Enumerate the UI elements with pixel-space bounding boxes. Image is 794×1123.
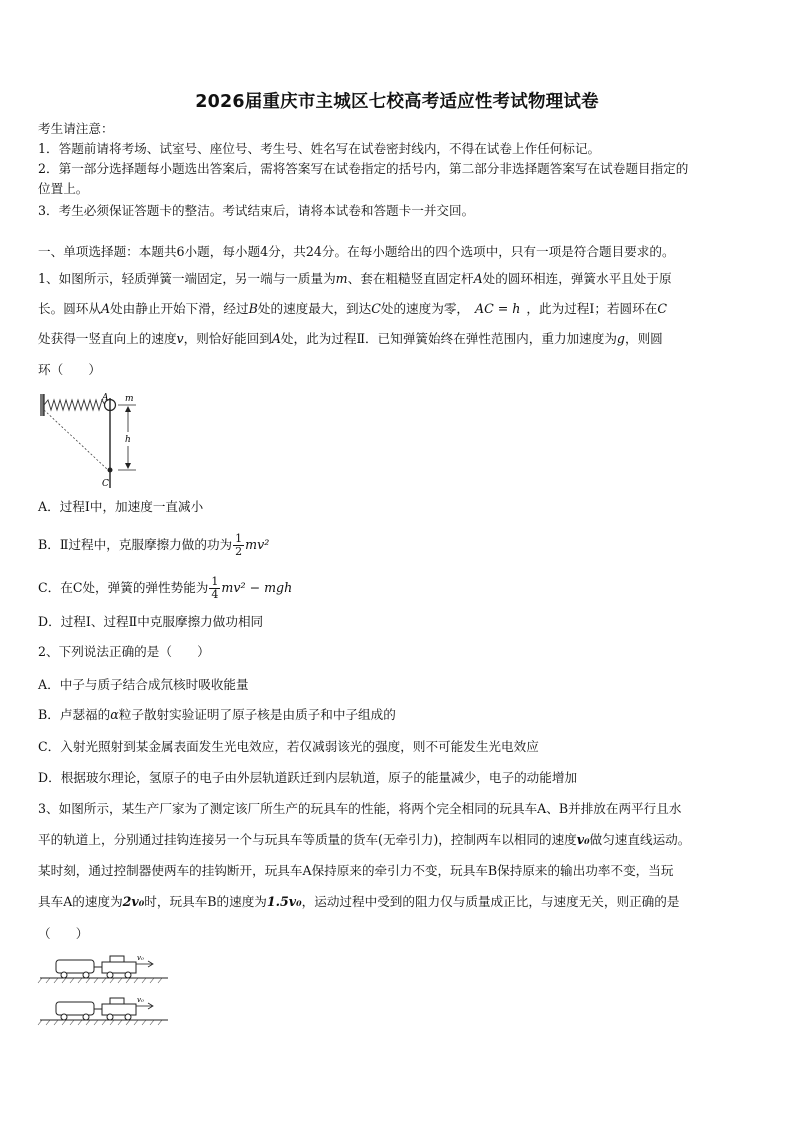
q3-text: 平的轨道上，分别通过挂钩连接另一个与玩具车等质量的货车(无牵引力)，控制两车以相同的速度	[38, 832, 577, 847]
q3-text: 具车A的速度为	[38, 894, 123, 909]
notice-item-2-cont: 位置上。	[38, 181, 89, 196]
q1-text: 1、如图所示，轻质弹簧一端固定，另一端与一质量为	[38, 271, 336, 286]
q2-alpha: α	[110, 707, 119, 722]
q1-line-4: 环（ ）	[38, 362, 101, 377]
notice-item-1: 1．答题前请将考场、试室号、座位号、考生号、姓名写在试卷密封线内，不得在试卷上作任何标记。	[38, 141, 601, 156]
q3-line-2	[38, 831, 758, 849]
page-title: 2026届重庆市主城区七校高考适应性考试物理试卷	[195, 92, 599, 112]
q1-option-C-expr: mv² − mgh	[221, 580, 293, 595]
q3-line-1: 3、如图所示，某生产厂家为了测定该厂所生产的玩具车的性能，将两个完全相同的玩具车A、B并排放在两平行且水	[38, 801, 682, 816]
q1-text: 处由静止开始下滑，经过	[110, 301, 249, 316]
q1-figure	[36, 388, 148, 490]
q1-var-ach: AC = h	[475, 301, 521, 316]
q1-text: ，则圆	[624, 331, 663, 346]
q3-line-5: （ ）	[38, 926, 89, 941]
q3-figure	[36, 950, 176, 1030]
notice-item-3: 3．考生必须保证答题卡的整洁。考试结束后，请将本试卷和答题卡一并交回。	[38, 203, 475, 218]
q1-option-B-expr: mv²	[245, 537, 270, 552]
fraction-den: 4	[211, 588, 219, 601]
q1-option-C	[38, 576, 758, 601]
track-top	[38, 978, 168, 983]
fig-label-m: m	[125, 394, 134, 404]
toy-car-B	[102, 998, 136, 1020]
fig-label-v0-top: v₀	[137, 954, 144, 962]
q1-text: 、套在粗糙竖直固定杆	[347, 271, 474, 286]
spring	[44, 400, 105, 410]
q1-text: 处的速度为零，	[380, 301, 470, 316]
q1-line-1	[38, 270, 758, 288]
q1-line-3	[38, 330, 758, 348]
q1-line-2	[38, 300, 758, 318]
q2-option-A: A．中子与质子结合成氘核时吸收能量	[38, 677, 249, 692]
q1-option-D: D．过程Ⅰ、过程Ⅱ中克服摩擦力做功相同	[38, 614, 264, 629]
q3-line-3: 某时刻，通过控制器使两车的挂钩断开，玩具车A保持原来的牵引力不变，玩具车B保持原来的输出功率不变，当玩	[38, 863, 674, 878]
q1-var-C: C	[657, 301, 667, 316]
q1-var-v: v	[176, 331, 184, 346]
q3-1-5v0: 1.5v₀	[266, 894, 302, 909]
q1-var-g: g	[616, 331, 625, 346]
q1-option-B-text: B．Ⅱ过程中，克服摩擦力做的功为	[38, 537, 233, 552]
q1-var-A: A	[271, 331, 281, 346]
q3-text: 时，玩具车B的速度为	[144, 894, 267, 909]
q1-var-m: m	[335, 271, 348, 286]
fig-label-v0-bottom: v₀	[137, 996, 144, 1004]
fraction-num: 1	[211, 575, 219, 588]
fraction	[209, 576, 220, 601]
q3-text: 做匀速直线运动。	[589, 832, 691, 847]
notice-item-2: 2．第一部分选择题每小题选出答案后，需将答案写在试卷指定的括号内，第二部分非选择题答案写在试卷题目指定的	[38, 161, 689, 176]
q2-option-B-text: 粒子散射实验证明了原子核是由质子和中子组成的	[118, 707, 396, 722]
q1-text: 处，此为过程Ⅱ．已知弹簧始终在弹性范围内，重力加速度为	[280, 331, 617, 346]
q1-text: ，此为过程Ⅰ；若圆环在	[526, 301, 658, 316]
fig-label-A: A	[102, 393, 109, 403]
q2-option-C: C．入射光照射到某金属表面发生光电效应，若仅减弱该光的强度，则不可能发生光电效应	[38, 739, 539, 754]
q1-text: 长。圆环从	[38, 301, 101, 316]
q3-2v0: 2v₀	[122, 894, 145, 909]
q2-option-B	[38, 706, 758, 724]
q1-text: 处的速度最大，到达	[257, 301, 372, 316]
q1-var-C: C	[371, 301, 381, 316]
q1-var-B: B	[248, 301, 258, 316]
q2-option-D: D．根据玻尔理论，氢原子的电子由外层轨道跃迁到内层轨道，原子的能量减少，电子的动能增加	[38, 770, 578, 785]
q3-v0: v₀	[576, 832, 590, 847]
q1-var-A: A	[100, 301, 111, 316]
fig-label-C: C	[102, 479, 109, 489]
q1-text: 处的圆环相连，弹簧水平且处于原	[482, 271, 672, 286]
q1-text: ，则恰好能回到	[183, 331, 272, 346]
track-bottom	[38, 1020, 168, 1025]
fraction	[233, 533, 244, 558]
q2-option-B-text: B．卢瑟福的	[38, 707, 111, 722]
q1-var-A: A	[473, 271, 483, 286]
section-heading: 一、单项选择题：本题共6小题，每小题4分，共24分。在每小题给出的四个选项中，只有一项是符合题目要求的。	[38, 244, 675, 259]
notice-heading: 考生请注意：	[38, 121, 114, 136]
fraction-num: 1	[235, 532, 243, 545]
cargo-car-top	[56, 960, 94, 978]
q1-option-B	[38, 533, 758, 558]
q1-text: 处获得一竖直向上的速度	[38, 331, 177, 346]
q1-option-A: A．过程Ⅰ中，加速度一直减小	[38, 499, 204, 514]
q3-text: ，运动过程中受到的阻力仅与质量成正比，与速度无关，则正确的是	[301, 894, 680, 909]
q2-stem: 2、下列说法正确的是（ ）	[38, 644, 210, 659]
fraction-den: 2	[235, 545, 243, 558]
toy-car-A	[102, 956, 136, 978]
dashed-line	[44, 410, 108, 470]
q3-line-4	[38, 893, 758, 911]
fig-label-h: h	[125, 435, 131, 445]
q1-option-C-text: C．在C处，弹簧的弹性势能为	[38, 580, 209, 595]
point-C	[108, 468, 113, 473]
cargo-car-bottom	[56, 1002, 94, 1020]
